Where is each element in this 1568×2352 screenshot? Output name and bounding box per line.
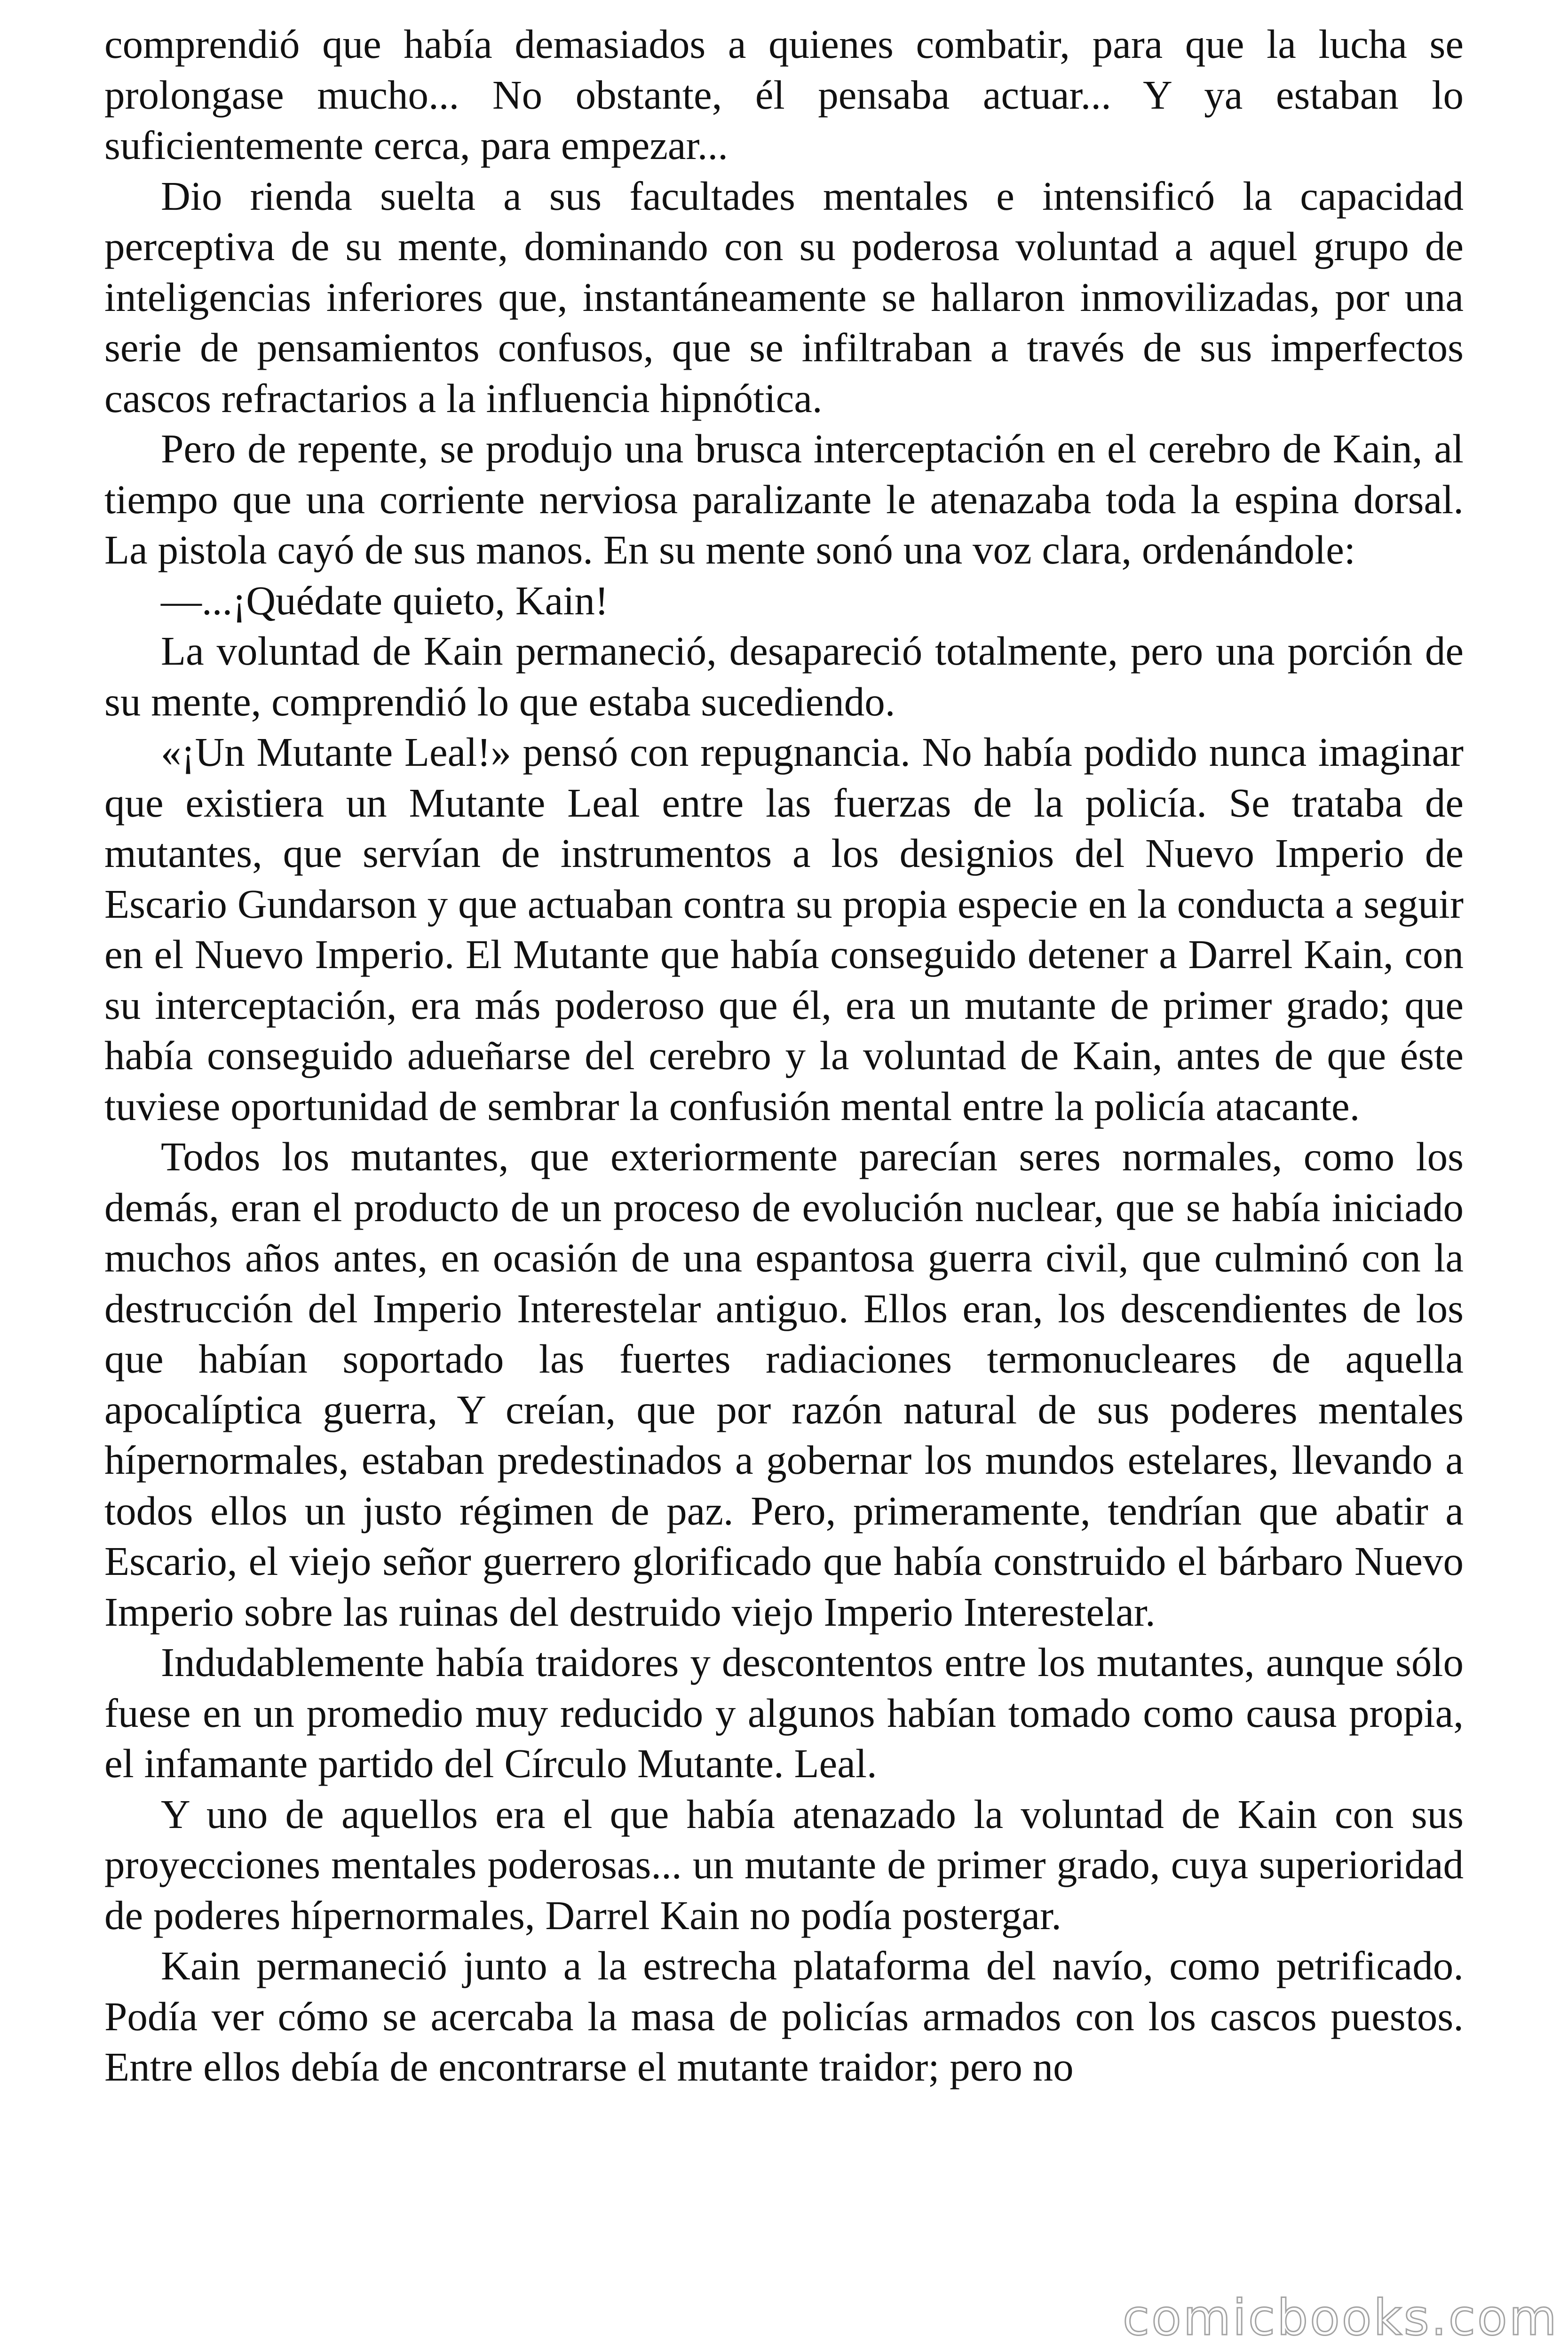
watermark: comicbooks.com: [1122, 2289, 1559, 2346]
paragraph: Todos los mutantes, que exteriormente parecían seres normales, como los demás, eran el producto de un proceso de evolución nuclear, que se había iniciado muchos años antes, en ocasión de una espantosa guerra civil, que culminó con la destrucción del Imperio Interestelar antiguo. Ellos eran, los descendientes de los que habían soportado las fuertes radiaciones termonucleares de aquella apocalíptica guerra, Y creían, que por razón natural de sus poderes mentales hípernormales, estaban predestinados a gobernar los mundos estelares, llevando a todos ellos un justo régimen de paz. Pero, primeramente, tendrían que abatir a Escario, el viejo señor guerrero glorificado que había construido el bárbaro Nuevo Imperio sobre las ruinas del destruido viejo Imperio Interestelar.: [104, 1134, 1464, 1635]
paragraph: Dio rienda suelta a sus facultades mentales e intensificó la capacidad perceptiva de su mente, dominando con su poderosa voluntad a aquel grupo de inteligencias inferiores que, instantáneamente se hallaron inmovilizadas, por una serie de pensamientos confusos, que se infiltraban a través de sus imperfectos cascos refractarios a la influencia hipnótica.: [104, 173, 1464, 421]
paragraph: Indudablemente había traidores y descontentos entre los mutantes, aunque sólo fuese en un promedio muy reducido y algunos habían tomado como causa propia, el infamante partido del Círculo Mutante. Leal.: [104, 1639, 1464, 1786]
paragraph: Kain permaneció junto a la estrecha plataforma del navío, como petrificado. Podía ver cómo se acercaba la masa de policías armados con los cascos puestos. Entre ellos debía de encontrarse el mutante traidor; pero no: [104, 1943, 1464, 2090]
paragraph: Pero de repente, se produjo una brusca interceptación en el cerebro de Kain, al tiempo que una corriente nerviosa paralizante le atenazaba toda la espina dorsal. La pistola cayó de sus manos. En su mente sonó una voz clara, ordenándole:: [104, 426, 1464, 572]
paragraph: La voluntad de Kain permaneció, desapareció totalmente, pero una porción de su mente, comprendió lo que estaba sucediendo.: [104, 628, 1464, 724]
paragraph: Y uno de aquellos era el que había atenazado la voluntad de Kain con sus proyecciones mentales poderosas... un mutante de primer grado, cuya superioridad de poderes hípernormales, Darrel Kain no podía postergar.: [104, 1791, 1464, 1938]
dialogue-line: —...¡Quédate quieto, Kain!: [161, 577, 609, 623]
book-page-text: [104, 19, 1464, 2092]
paragraph: «¡Un Mutante Leal!» pensó con repugnancia. No había podido nunca imaginar que existiera un Mutante Leal entre las fuerzas de la policía. Se trataba de mutantes, que servían de instrumentos a los designios del Nuevo Imperio de Escario Gundarson y que actuaban contra su propia especie en la conducta a seguir en el Nuevo Imperio. El Mutante que había conseguido detener a Darrel Kain, con su interceptación, era más poderoso que él, era un mutante de primer grado; que había conseguido adueñarse del cerebro y la voluntad de Kain, antes de que éste tuviese oportunidad de sembrar la confusión mental entre la policía atacante.: [104, 729, 1464, 1129]
paragraph: comprendió que había demasiados a quienes combatir, para que la lucha se prolongase mucho... No obstante, él pensaba actuar... Y ya estaban lo suficientemente cerca, para empezar...: [104, 21, 1464, 168]
